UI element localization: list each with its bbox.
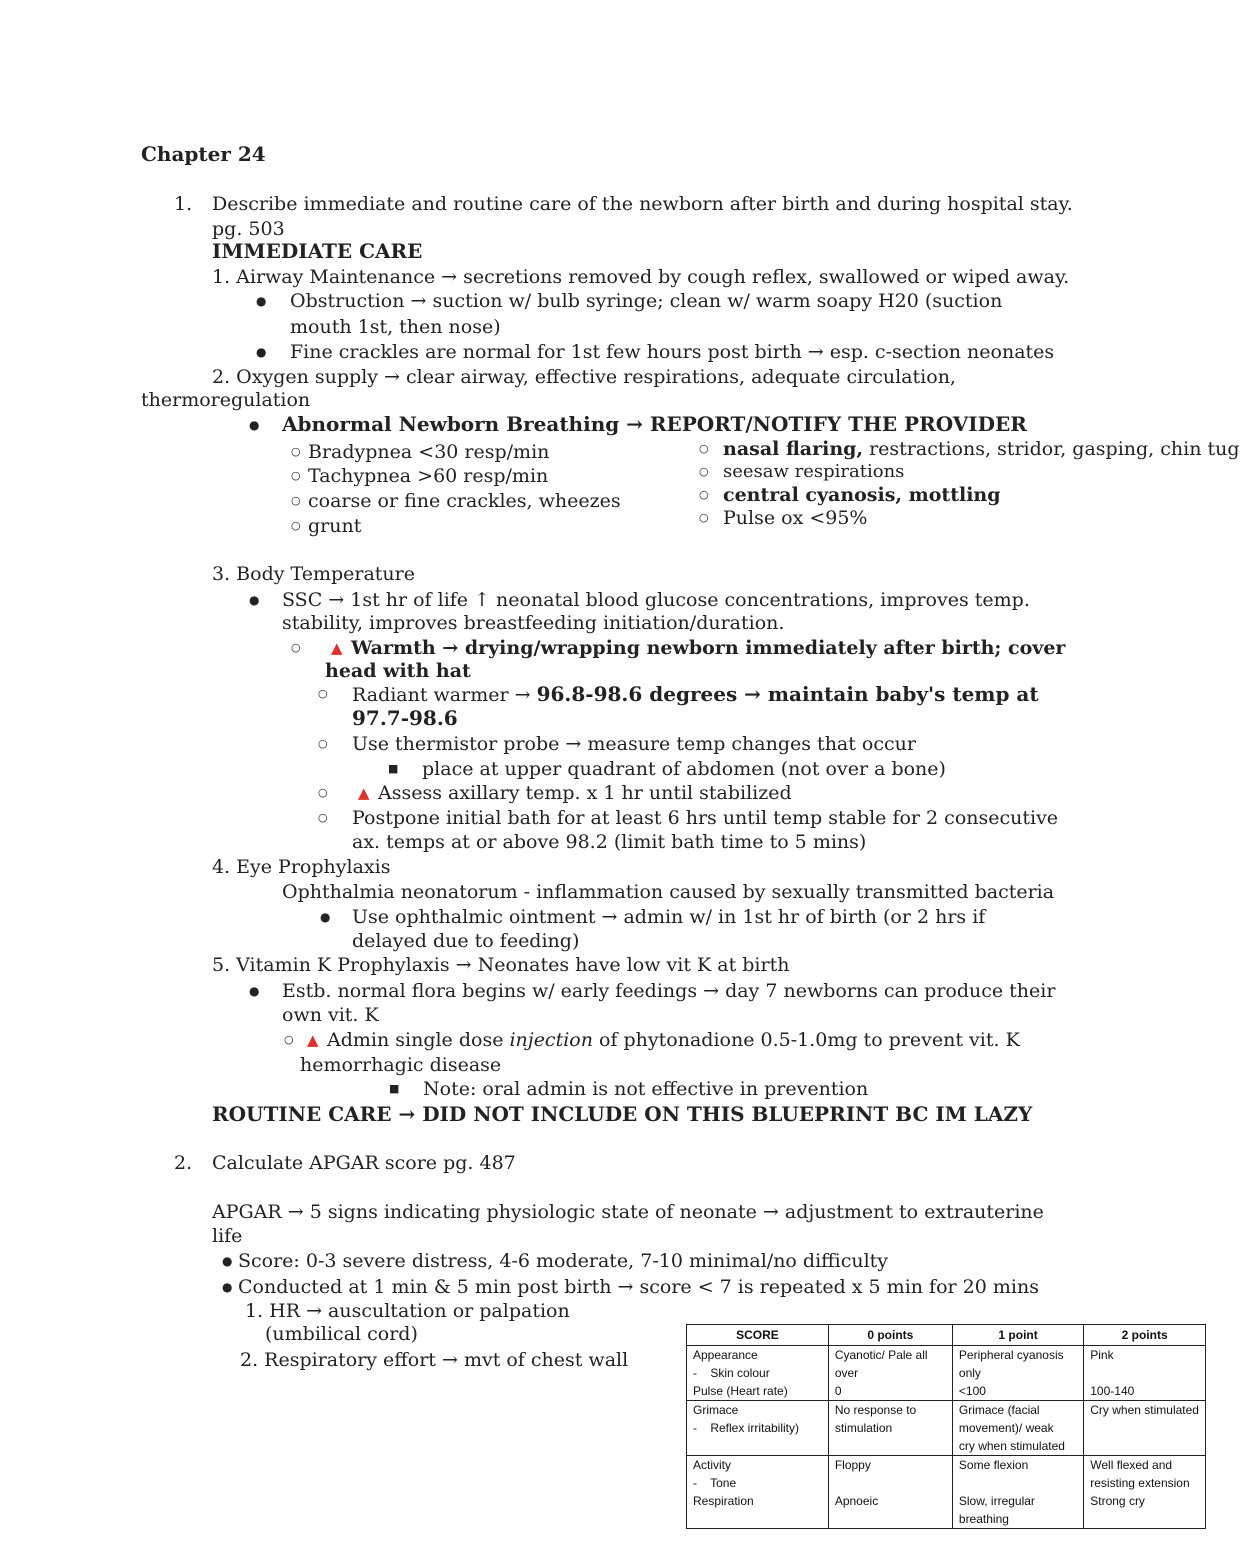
open-bullet-icon: ○ bbox=[291, 519, 301, 532]
radiant-warmer: Radiant warmer → bbox=[352, 684, 537, 706]
cell-line: resisting extension bbox=[1090, 1476, 1190, 1490]
phytonadione-cont: hemorrhagic disease bbox=[300, 1054, 502, 1076]
abnormal-breathing-label: Abnormal Newborn Breathing bbox=[282, 412, 620, 436]
cell-line: Pulse (Heart rate) bbox=[693, 1384, 788, 1398]
question-2-number: 2. bbox=[174, 1152, 193, 1174]
vitamin-k-prophylaxis: 5. Vitamin K Prophylaxis → Neonates have low vit K at birth bbox=[212, 954, 790, 976]
open-bullet-icon: ○ bbox=[699, 511, 709, 524]
open-bullet-icon: ○ bbox=[291, 641, 301, 654]
probe-placement: place at upper quadrant of abdomen (not over a bone) bbox=[422, 758, 946, 780]
oxygen-supply-cont: thermoregulation bbox=[141, 389, 311, 411]
warning-triangle-icon: ▲ bbox=[358, 784, 370, 802]
bullet-icon: ● bbox=[256, 345, 267, 359]
cell-line: Respiration bbox=[693, 1494, 754, 1508]
cell-line: Grimace (facial bbox=[958, 1403, 1040, 1417]
table-cell bbox=[1084, 1456, 1206, 1529]
ophthalmic-ointment-cont: delayed due to feeding) bbox=[352, 930, 580, 952]
open-bullet-icon: ○ bbox=[318, 737, 328, 750]
airway-maintenance: 1. Airway Maintenance → secretions removed by cough reflex, swallowed or wiped away. bbox=[212, 266, 1070, 288]
cell-line: <100 bbox=[958, 1384, 986, 1398]
table-cell bbox=[952, 1456, 1083, 1529]
apgar-table bbox=[686, 1324, 1206, 1529]
square-bullet-icon: ■ bbox=[388, 762, 399, 775]
airway-obstruction: Obstruction → suction w/ bulb syringe; clean w/ warm soapy H20 (suction bbox=[290, 290, 1003, 312]
radiant-temp-target: 97.7-98.6 bbox=[352, 706, 458, 730]
cell-line bbox=[1090, 1364, 1199, 1382]
table-cell bbox=[687, 1456, 829, 1529]
cell-line: Grimace bbox=[693, 1403, 739, 1417]
question-1-page-ref: pg. 503 bbox=[212, 218, 285, 240]
table-row bbox=[687, 1401, 1206, 1456]
cell-line: over bbox=[834, 1366, 859, 1380]
phytonadione-post: of phytonadione 0.5-1.0mg to prevent vit. K bbox=[592, 1029, 1020, 1051]
apgar-definition: APGAR → 5 signs indicating physiologic state of neonate → adjustment to extrauterine bbox=[212, 1201, 1044, 1223]
cell-line: Activity bbox=[693, 1458, 732, 1472]
thermistor-probe: Use thermistor probe → measure temp changes that occur bbox=[352, 733, 916, 755]
cell-line: Peripheral cyanosis bbox=[958, 1348, 1064, 1362]
apgar-score-ranges: Score: 0-3 severe distress, 4-6 moderate, 7-10 minimal/no difficulty bbox=[238, 1250, 889, 1272]
table-cell bbox=[952, 1346, 1083, 1401]
cell-line: Appearance bbox=[693, 1348, 758, 1362]
open-bullet-icon: ○ bbox=[291, 494, 301, 507]
airway-obstruction-cont: mouth 1st, then nose) bbox=[290, 316, 501, 338]
table-header-cell: 2 points bbox=[1084, 1325, 1206, 1346]
square-bullet-icon: ■ bbox=[389, 1082, 400, 1095]
bullet-icon: ● bbox=[222, 1254, 233, 1268]
apgar-hr: 1. HR → auscultation or palpation bbox=[245, 1300, 570, 1322]
bullet-icon: ● bbox=[249, 593, 260, 607]
oxygen-supply: 2. Oxygen supply → clear airway, effective respirations, adequate circulation, bbox=[212, 366, 956, 388]
ssc-line: SSC → 1st hr of life ↑ neonatal blood glucose concentrations, improves temp. bbox=[282, 589, 1030, 611]
cell-line: movement)/ weak bbox=[958, 1421, 1054, 1435]
table-header-cell: SCORE bbox=[687, 1325, 829, 1346]
phytonadione-pre: Admin single dose bbox=[327, 1029, 510, 1051]
apgar-respiratory-effort: 2. Respiratory effort → mvt of chest wall bbox=[240, 1349, 629, 1371]
abnormal-breathing-line bbox=[282, 412, 1027, 436]
open-bullet-icon: ○ bbox=[318, 687, 328, 700]
table-row bbox=[687, 1456, 1206, 1529]
cell-line: Cyanotic/ Pale all bbox=[834, 1348, 928, 1362]
radiant-warmer-line bbox=[352, 682, 1039, 707]
cell-line bbox=[835, 1474, 946, 1492]
question-1-number: 1. bbox=[174, 193, 193, 215]
ssc-line-cont: stability, improves breastfeeding initiation/duration. bbox=[282, 612, 785, 634]
routine-care-heading: ROUTINE CARE → DID NOT INCLUDE ON THIS BLUEPRINT BC IM LAZY bbox=[212, 1102, 1033, 1126]
question-1-text: Describe immediate and routine care of the newborn after birth and during hospital stay. bbox=[212, 193, 1073, 215]
open-bullet-icon: ○ bbox=[699, 488, 709, 501]
cell-line: Pink bbox=[1090, 1348, 1114, 1362]
bullet-icon: ● bbox=[249, 984, 260, 998]
bullet-icon: ● bbox=[320, 910, 331, 924]
open-bullet-icon: ○ bbox=[318, 811, 328, 824]
cell-line: Floppy bbox=[834, 1458, 871, 1472]
postpone-bath: Postpone initial bath for at least 6 hrs until temp stable for 2 consecutive bbox=[352, 807, 1059, 829]
immediate-care-heading: IMMEDIATE CARE bbox=[212, 239, 423, 263]
warmth-line-cont: head with hat bbox=[325, 660, 471, 682]
cell-line: - Reflex irritability) bbox=[693, 1421, 800, 1435]
warning-triangle-icon: ▲ bbox=[307, 1031, 319, 1049]
cell-line bbox=[959, 1474, 1077, 1492]
cell-line: Slow, irregular bbox=[958, 1494, 1035, 1508]
abnormal-breathing-report: → REPORT/NOTIFY THE PROVIDER bbox=[619, 412, 1027, 436]
open-bullet-icon: ○ bbox=[318, 786, 328, 799]
apgar-hr-cont: (umbilical cord) bbox=[265, 1323, 418, 1345]
cell-line: Strong cry bbox=[1090, 1494, 1145, 1508]
table-cell bbox=[687, 1346, 829, 1401]
warning-triangle-icon: ▲ bbox=[331, 639, 343, 657]
normal-flora: Estb. normal flora begins w/ early feedings → day 7 newborns can produce their bbox=[282, 980, 1056, 1002]
cell-line: 100-140 bbox=[1090, 1384, 1135, 1398]
phytonadione-line bbox=[327, 1028, 1020, 1052]
cell-line: Cry when stimulated bbox=[1090, 1403, 1199, 1417]
bradypnea: Bradypnea <30 resp/min bbox=[308, 441, 550, 463]
warmth-line: Warmth → drying/wrapping newborn immediately after birth; cover bbox=[351, 637, 1066, 659]
eye-prophylaxis: 4. Eye Prophylaxis bbox=[212, 856, 391, 878]
cell-line: Some flexion bbox=[958, 1458, 1029, 1472]
question-2-text: Calculate APGAR score pg. 487 bbox=[212, 1152, 516, 1174]
bullet-icon: ● bbox=[249, 418, 260, 432]
cell-line: Well flexed and bbox=[1090, 1458, 1173, 1472]
cell-line: Apnoeic bbox=[834, 1494, 879, 1508]
table-cell bbox=[1084, 1401, 1206, 1456]
table-cell bbox=[828, 1456, 952, 1529]
pulse-ox: Pulse ox <95% bbox=[723, 507, 868, 529]
open-bullet-icon: ○ bbox=[291, 469, 301, 482]
airway-crackles: Fine crackles are normal for 1st few hours post birth → esp. c-section neonates bbox=[290, 341, 1055, 363]
table-header-cell: 1 point bbox=[952, 1325, 1083, 1346]
oral-admin-note: Note: oral admin is not effective in prevention bbox=[423, 1078, 869, 1100]
cell-line: stimulation bbox=[834, 1421, 893, 1435]
cell-line: - Skin colour bbox=[693, 1366, 770, 1380]
seesaw-respirations: seesaw respirations bbox=[723, 461, 905, 482]
apgar-definition-cont: life bbox=[212, 1225, 243, 1247]
cell-line: No response to bbox=[834, 1403, 917, 1417]
cell-line: 0 bbox=[834, 1384, 842, 1398]
table-cell bbox=[828, 1401, 952, 1456]
open-bullet-icon: ○ bbox=[699, 442, 709, 455]
ophthalmia-neonatorum: Ophthalmia neonatorum - inflammation caused by sexually transmitted bacteria bbox=[282, 881, 1055, 903]
injection-word: injection bbox=[509, 1029, 593, 1051]
bullet-icon: ● bbox=[222, 1280, 233, 1294]
body-temperature: 3. Body Temperature bbox=[212, 563, 415, 585]
open-bullet-icon: ○ bbox=[699, 465, 709, 478]
crackles-wheezes: coarse or fine crackles, wheezes bbox=[308, 490, 621, 512]
table-header-row bbox=[687, 1325, 1206, 1346]
ophthalmic-ointment: Use ophthalmic ointment → admin w/ in 1st hr of birth (or 2 hrs if bbox=[352, 906, 986, 928]
table-header-cell: 0 points bbox=[828, 1325, 952, 1346]
nasal-flaring-line bbox=[723, 437, 1240, 461]
cell-line: cry when stimulated bbox=[958, 1439, 1065, 1453]
central-cyanosis: central cyanosis, mottling bbox=[723, 484, 1001, 506]
table-cell bbox=[952, 1401, 1083, 1456]
nasal-flaring: nasal flaring, bbox=[723, 438, 864, 460]
bullet-icon: ● bbox=[256, 294, 267, 308]
radiant-temp-range: 96.8-98.6 degrees → maintain baby's temp at bbox=[536, 682, 1039, 706]
apgar-timing: Conducted at 1 min & 5 min post birth → score < 7 is repeated x 5 min for 20 mins bbox=[238, 1276, 1039, 1298]
cell-line: - Tone bbox=[693, 1476, 737, 1490]
assess-axillary-temp: Assess axillary temp. x 1 hr until stabilized bbox=[378, 782, 792, 804]
retractions-stridor: restractions, stridor, gasping, chin tug bbox=[863, 438, 1240, 460]
grunt: grunt bbox=[308, 515, 362, 537]
table-cell bbox=[1084, 1346, 1206, 1401]
open-bullet-icon: ○ bbox=[291, 445, 301, 458]
tachypnea: Tachypnea >60 resp/min bbox=[308, 465, 549, 487]
postpone-bath-cont: ax. temps at or above 98.2 (limit bath time to 5 mins) bbox=[352, 831, 867, 853]
normal-flora-cont: own vit. K bbox=[282, 1004, 379, 1026]
page-title: Chapter 24 bbox=[141, 142, 266, 166]
open-bullet-icon: ○ bbox=[284, 1033, 294, 1046]
cell-line: breathing bbox=[958, 1512, 1009, 1526]
table-cell bbox=[687, 1401, 829, 1456]
cell-line: only bbox=[958, 1366, 981, 1380]
table-row bbox=[687, 1346, 1206, 1401]
table-cell bbox=[828, 1346, 952, 1401]
